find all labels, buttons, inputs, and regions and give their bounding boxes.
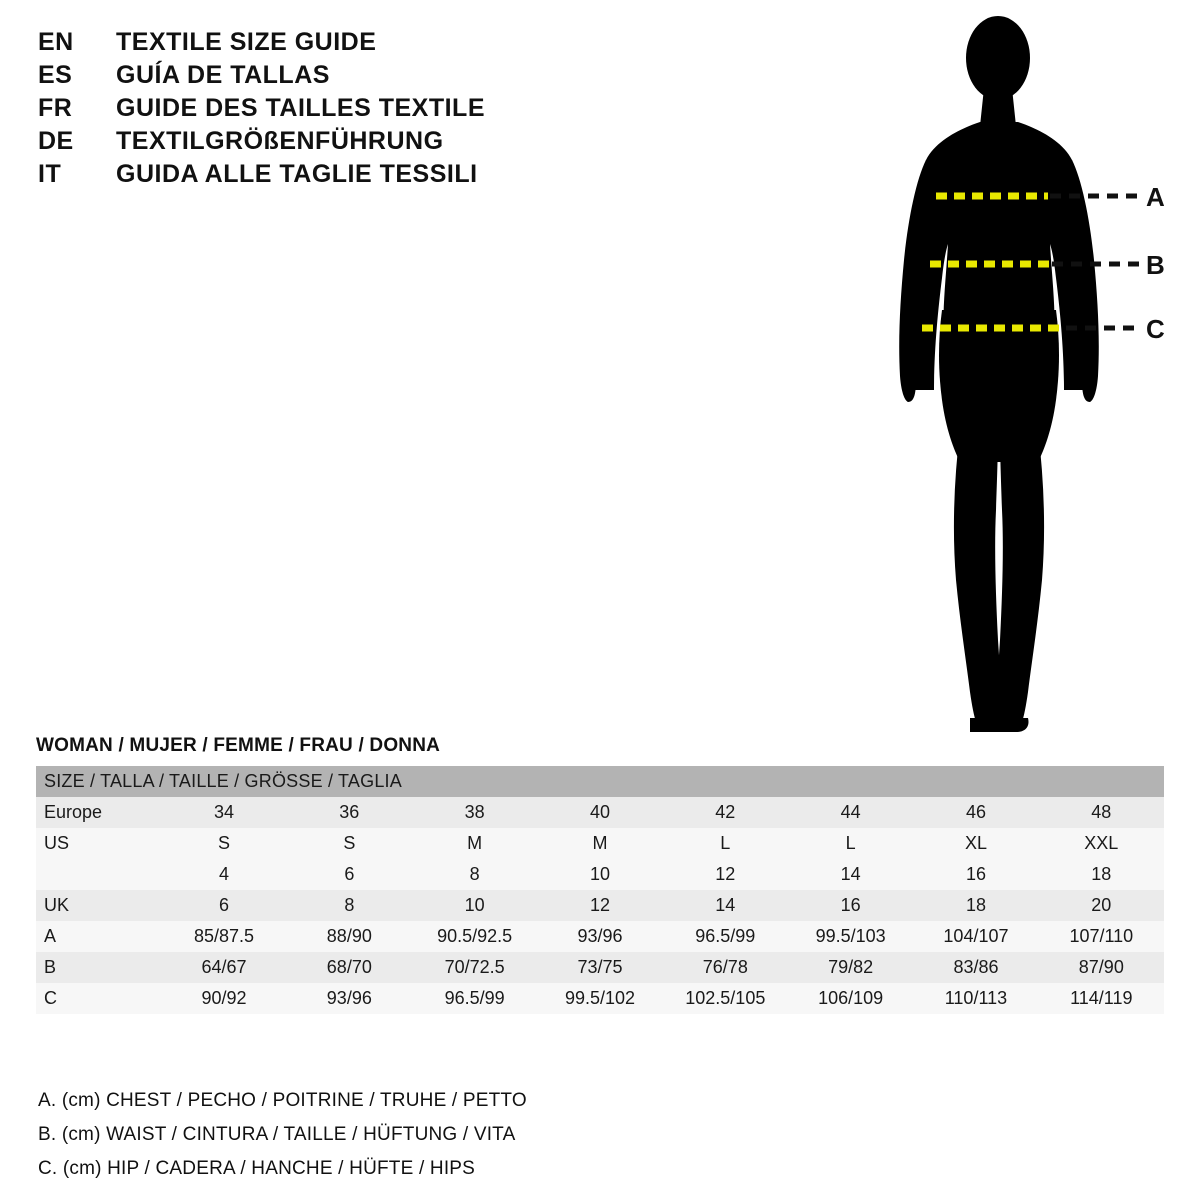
row-label: US [36, 828, 161, 859]
row-label: C [36, 983, 161, 1014]
language-header-block [38, 28, 678, 193]
language-code: EN [38, 28, 74, 56]
table-row [36, 797, 1164, 828]
table-header-row [36, 766, 1164, 797]
table-cell: 14 [663, 890, 788, 921]
table-cell: 79/82 [788, 952, 913, 983]
table-cell: 44 [788, 797, 913, 828]
size-table-section [36, 735, 1166, 1014]
table-cell: 34 [161, 797, 286, 828]
table-cell: 76/78 [663, 952, 788, 983]
table-cell: 114/119 [1039, 983, 1164, 1014]
table-cell: 99.5/102 [537, 983, 662, 1014]
table-cell: 18 [1039, 859, 1164, 890]
language-title: GUÍA DE TALLAS [116, 61, 330, 89]
language-row [38, 160, 678, 189]
language-row [38, 61, 678, 90]
table-cell: 70/72.5 [412, 952, 537, 983]
table-cell: 46 [913, 797, 1038, 828]
waist-marker-letter: B [1146, 250, 1165, 280]
table-cell: 6 [287, 859, 412, 890]
table-row [36, 890, 1164, 921]
table-cell: 8 [412, 859, 537, 890]
row-label: UK [36, 890, 161, 921]
table-cell: 96.5/99 [663, 921, 788, 952]
table-row [36, 828, 1164, 859]
table-cell: 6 [161, 890, 286, 921]
table-cell: 48 [1039, 797, 1164, 828]
table-cell: 107/110 [1039, 921, 1164, 952]
table-cell: XXL [1039, 828, 1164, 859]
table-cell: 42 [663, 797, 788, 828]
table-cell: 93/96 [287, 983, 412, 1014]
table-row [36, 952, 1164, 983]
language-title: TEXTILE SIZE GUIDE [116, 28, 377, 56]
table-cell: 10 [537, 859, 662, 890]
row-label: A [36, 921, 161, 952]
language-title: GUIDA ALLE TAGLIE TESSILI [116, 160, 478, 188]
table-cell: 10 [412, 890, 537, 921]
language-row [38, 94, 678, 123]
row-label [36, 859, 161, 890]
table-cell: 99.5/103 [788, 921, 913, 952]
table-cell: 40 [537, 797, 662, 828]
table-cell: 38 [412, 797, 537, 828]
row-label: Europe [36, 797, 161, 828]
language-code: ES [38, 61, 73, 89]
legend-line-chest: A. (cm) CHEST / PECHO / POITRINE / TRUHE / PETTO [38, 1090, 527, 1111]
table-cell: 104/107 [913, 921, 1038, 952]
language-code: IT [38, 160, 62, 188]
table-cell: 90/92 [161, 983, 286, 1014]
table-cell: 18 [913, 890, 1038, 921]
measurement-legend [38, 1090, 938, 1192]
language-code: DE [38, 127, 74, 155]
gender-label: WOMAN / MUJER / FEMME / FRAU / DONNA [36, 735, 441, 756]
table-cell: 14 [788, 859, 913, 890]
table-cell: 102.5/105 [663, 983, 788, 1014]
table-cell: 12 [663, 859, 788, 890]
silhouette-icon [899, 16, 1099, 732]
chest-marker-letter: A [1146, 182, 1165, 212]
table-cell: 110/113 [913, 983, 1038, 1014]
table-cell: XL [913, 828, 1038, 859]
table-cell: 90.5/92.5 [412, 921, 537, 952]
table-cell: 8 [287, 890, 412, 921]
hip-marker-letter: C [1146, 314, 1165, 344]
language-title: TEXTILGRÖßENFÜHRUNG [116, 127, 444, 155]
table-cell: M [412, 828, 537, 859]
table-cell: M [537, 828, 662, 859]
table-header-label: SIZE / TALLA / TAILLE / GRÖSSE / TAGLIA [36, 766, 1164, 797]
table-cell: 16 [788, 890, 913, 921]
size-table [36, 766, 1164, 1014]
language-row [38, 127, 678, 156]
table-cell: 73/75 [537, 952, 662, 983]
language-row [38, 28, 678, 57]
legend-line-hip: C. (cm) HIP / CADERA / HANCHE / HÜFTE / HIPS [38, 1158, 476, 1179]
table-cell: 64/67 [161, 952, 286, 983]
legend-line-waist: B. (cm) WAIST / CINTURA / TAILLE / HÜFTUNG / VITA [38, 1124, 516, 1145]
table-cell: 106/109 [788, 983, 913, 1014]
table-cell: 83/86 [913, 952, 1038, 983]
row-label: B [36, 952, 161, 983]
table-cell: 36 [287, 797, 412, 828]
table-cell: S [161, 828, 286, 859]
table-row [36, 859, 1164, 890]
female-silhouette-figure [850, 10, 1190, 750]
table-row [36, 921, 1164, 952]
table-cell: 68/70 [287, 952, 412, 983]
table-cell: 20 [1039, 890, 1164, 921]
table-cell: 88/90 [287, 921, 412, 952]
table-cell: 96.5/99 [412, 983, 537, 1014]
table-cell: 87/90 [1039, 952, 1164, 983]
table-row [36, 983, 1164, 1014]
table-cell: 4 [161, 859, 286, 890]
language-title: GUIDE DES TAILLES TEXTILE [116, 94, 486, 122]
table-cell: 85/87.5 [161, 921, 286, 952]
language-code: FR [38, 94, 73, 122]
table-cell: L [788, 828, 913, 859]
table-cell: 12 [537, 890, 662, 921]
table-cell: L [663, 828, 788, 859]
table-cell: S [287, 828, 412, 859]
table-cell: 16 [913, 859, 1038, 890]
table-cell: 93/96 [537, 921, 662, 952]
